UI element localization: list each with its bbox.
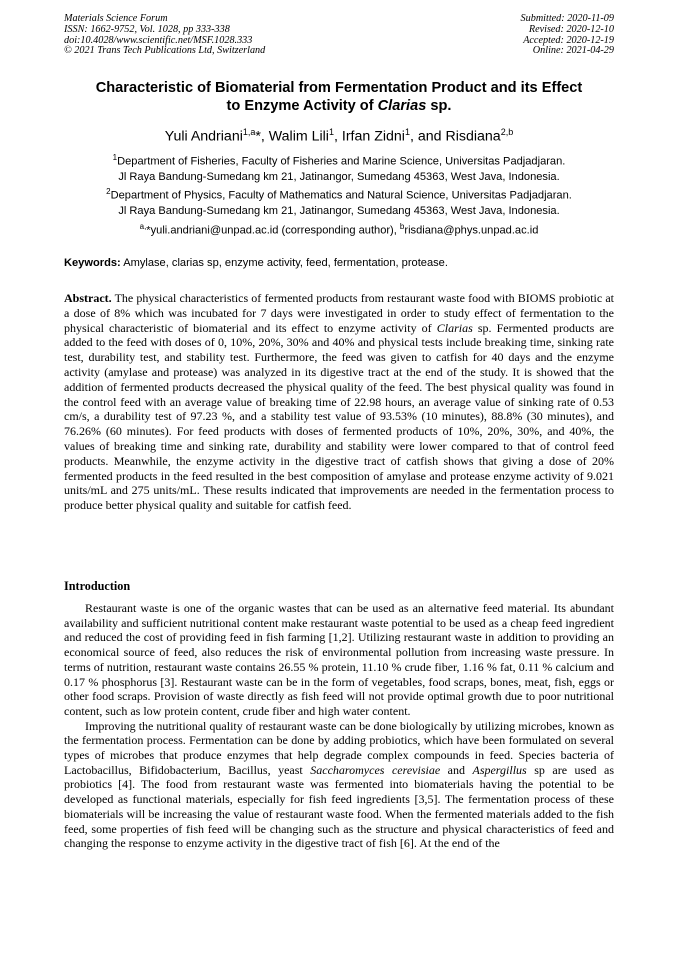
journal-doi: doi:10.4028/www.scientific.net/MSF.1028.333	[64, 34, 253, 46]
author-name: Irfan Zidni	[341, 128, 405, 145]
paper-title	[40, 80, 638, 115]
abstract-genus: Clarias	[436, 320, 473, 335]
paragraph-text: and	[440, 762, 473, 777]
journal-name: Materials Science Forum	[64, 13, 168, 24]
title-line-2	[40, 98, 638, 116]
abstract	[64, 291, 614, 513]
email-second[interactable]: risdiana@phys.unpad.ac.id	[404, 224, 539, 237]
introduction-body	[64, 601, 614, 851]
email-sup: b	[399, 222, 405, 231]
affiliation-line	[40, 150, 638, 170]
author-emails	[40, 219, 638, 239]
email-sup: a,	[139, 222, 147, 231]
keywords-text: Amylase, clarias sp, enzyme activity, feed, fermentation, protease.	[120, 257, 448, 269]
journal-issn: ISSN: 1662-9752, Vol. 1028, pp 333-338	[64, 23, 230, 35]
abstract-text: sp. Fermented products are added to the feed with doses of 0, 10%, 20%, 30% and 40% and physical tests include breaking time, sinking rate test, durability test, and stability test. Furthermore, the feed was given to catfish for 40 days and the enzyme activity (amylase and protease) was analyzed in its digestive tract at the end of the study. It is showed that the addition of fermented products decreased the physical quality of the feed. The best physical quality was found in the control feed with an average value of breaking time of 22.98 hours, an average value of sinking rate of 0.53 cm/s, a durability test of 97.23 %, and a stability test value of 93.53% (10 minutes), 88.8% (30 minutes), and 76.26% (60 minutes). For feed products with doses of fermented products of 10%, 20%, 30%, and 40%, the values of breaking time and sinking rate, durability and stability were lower compared to that of control feed products. Meanwhile, the enzyme activity in the digestive tract of catfish shows that giving a dose of 20% fermented products in the feed resulted in the best composition of amylase and protease enzyme activity of 9.021 units/mL and 275 units/mL. These results indicated that improvements are needed in the fermentation process to produce better physical quality and suitable for catfish feed.	[64, 320, 615, 513]
paragraph-text: sp are used as probiotics [4]. The food from restaurant waste was fermented into biomaterials having the potential to be developed as functional materials, especially for fish feed ingredients [3,5]. The fermentation process of these biomaterials will be increasing the value of restaurant waste food. When the fermented materials added to the fish feed, some properties of fish feed will be changing such as the structure and physical characteristics of feed and changing the response to enzyme activity in the digestive tract of fish [6]. At the end of the	[64, 762, 615, 851]
author-list	[40, 123, 638, 146]
author-sup: 1,a	[242, 127, 256, 137]
abstract-label: Abstract.	[64, 291, 112, 305]
affiliation-sup: 1	[112, 153, 118, 162]
affiliation-sup: 2	[106, 187, 111, 196]
title-line-1: Characteristic of Biomaterial from Fermentation Product and its Effect	[95, 80, 583, 96]
author-name: Walim Lili	[268, 128, 329, 145]
author-name: Yuli Andriani	[164, 128, 243, 145]
journal-copyright: © 2021 Trans Tech Publications Ltd, Switzerland	[64, 45, 266, 57]
keywords-label: Keywords:	[64, 257, 121, 269]
section-heading-introduction: Introduction	[64, 579, 131, 593]
author-name: Risdiana	[445, 128, 501, 145]
paragraph	[64, 719, 614, 851]
title-text-end: sp.	[426, 97, 452, 114]
abstract-text: The physical characteristics of fermented products from restaurant waste food with BIOMS probiotic at a dose of 8% which was incubated for 7 days were investigated in order to study effect of fermentation to the physical characteristic of biomaterial and its effect to enzyme activity of	[64, 291, 614, 335]
author-sup: 2,b	[500, 127, 514, 137]
paragraph: Restaurant waste is one of the organic wastes that can be used as an alternative feed material. Its abundant availability and sufficient nutritional content make restaurant waste potential to be used as a cheap feed ingredient and reduced the cost of providing feed in fish farming [1,2]. Utilizing restaurant waste in addition to providing an economical source of feed, also reduces the risk of environmental pollution from increasing waste pressure. In terms of nutrition, restaurant waste contains 26.55 % protein, 11.10 % crude fiber, 1.16 % fat, 0.11 % calcium and 0.17 % phosphorus [3]. Restaurant waste can be in the form of vegetables, food scraps, bones, meat, fish, eggs or other food scraps. Provision of waste directly as fish feed will not provide optimal growth due to poor nutritional content, such as low protein content, crude fiber and high water content.	[64, 601, 614, 718]
author-sup: 1	[328, 127, 334, 137]
author-sep: *,	[255, 128, 269, 145]
affiliation-line	[40, 184, 638, 204]
title-genus: Clarias	[377, 97, 427, 114]
journal-info	[64, 14, 265, 57]
date-accepted: Accepted: 2020-12-19	[523, 34, 614, 46]
author-sup: 1	[404, 127, 410, 137]
email-corresponding[interactable]: *yuli.andriani@unpad.ac.id (corresponding author),	[146, 224, 400, 237]
affiliation-address: Jl Raya Bandung-Sumedang km 21, Jatinangor, Sumedang 45363, West Java, Indonesia.	[118, 171, 560, 184]
affiliation-text: Department of Physics, Faculty of Mathematics and Natural Science, Universitas Padjadjaran.	[110, 189, 572, 202]
affiliation-text: Department of Fisheries, Faculty of Fisheries and Marine Science, Universitas Padjadjaran.	[117, 155, 566, 168]
keywords	[64, 256, 624, 271]
affiliation-2	[40, 184, 638, 220]
author-sep: , and	[409, 128, 446, 145]
affiliation-address: Jl Raya Bandung-Sumedang km 21, Jatinangor, Sumedang 45363, West Java, Indonesia.	[118, 205, 560, 218]
species-name: Aspergillus	[472, 762, 527, 777]
paragraph-text: Improving the nutritional quality of restaurant waste can be done biologically by utilizing microbes, known as the fermentation process. Fermentation can be done by adding probiotics, which have been formulated on several types of microbes that produce enzymes that help degrade complex compounds in feed. Species bacteria of Lactobacillus, Bifidobacterium, Bacillus, yeast	[64, 718, 614, 777]
species-name: Saccharomyces cerevisiae	[310, 762, 441, 777]
date-submitted: Submitted: 2020-11-09	[520, 13, 614, 24]
affiliation-1	[40, 150, 638, 186]
date-revised: Revised: 2020-12-10	[528, 23, 614, 35]
submission-dates	[521, 14, 614, 57]
author-sep: ,	[333, 128, 342, 145]
title-text: to Enzyme Activity of	[226, 97, 378, 114]
date-online: Online: 2021-04-29	[532, 45, 614, 57]
